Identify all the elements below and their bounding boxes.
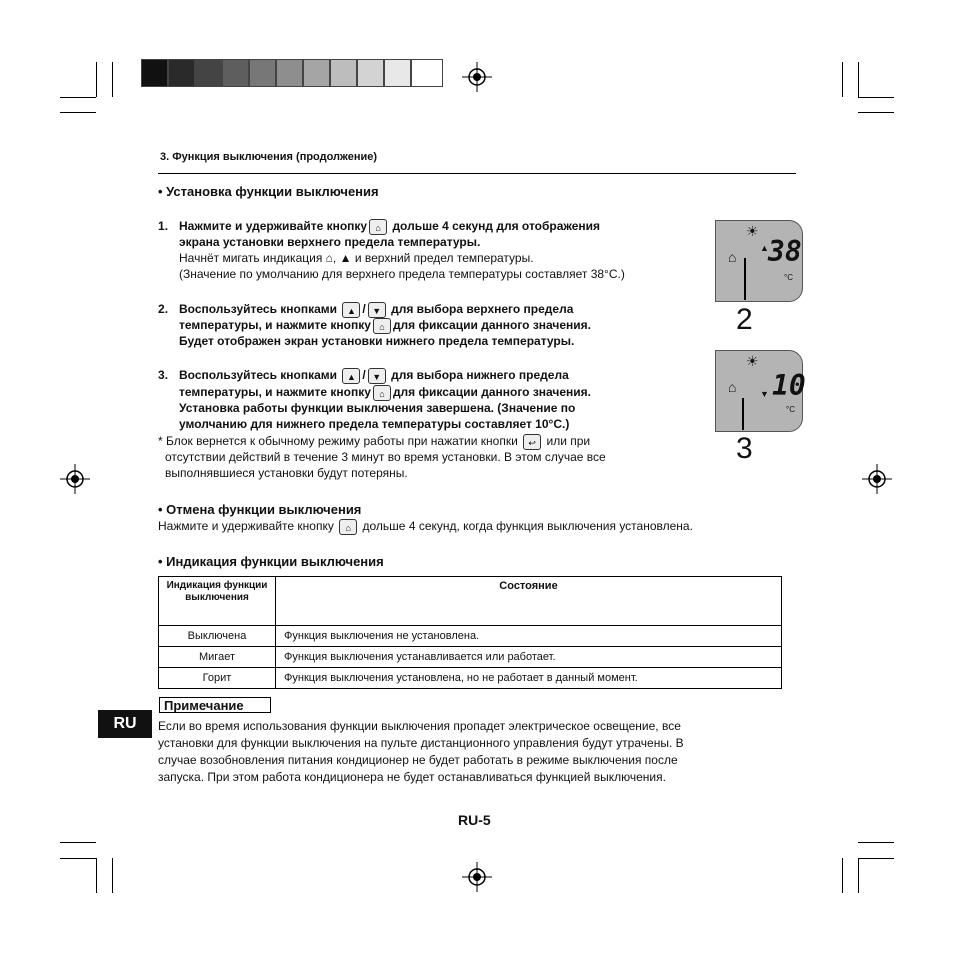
registration-mark-icon bbox=[862, 464, 892, 494]
up-button-icon: ▲ bbox=[342, 368, 360, 384]
column-header: Состояние bbox=[276, 577, 782, 626]
step-2-line1: Воспользуйтесь кнопками ▲ / ▼ для выбора верхнего предела bbox=[179, 302, 574, 316]
step-2-text: Воспользуйтесь кнопками bbox=[179, 302, 338, 316]
lcd-display-upper bbox=[715, 220, 803, 302]
cancel-text-part: дольше 4 секунд, когда функция выключения установлена. bbox=[362, 519, 693, 533]
house-button-icon: ⌂ bbox=[339, 519, 357, 535]
table-cell: Мигает bbox=[159, 647, 276, 668]
color-swatch bbox=[141, 59, 168, 87]
page-number: RU-5 bbox=[458, 812, 491, 828]
step-2-text: для фиксации данного значения. bbox=[392, 318, 592, 332]
header-rule bbox=[158, 173, 796, 174]
step-1-text: Нажмите и удерживайте кнопку bbox=[179, 219, 368, 233]
step-2-text: температуры, и нажмите кнопку bbox=[179, 318, 371, 332]
crop-mark bbox=[842, 858, 843, 893]
step-3-number: 3 bbox=[158, 368, 165, 382]
note-line: установки для функции выключения на пульте дистанционного управления будут утрачены. В bbox=[158, 736, 684, 750]
table-header-row bbox=[159, 577, 782, 626]
temperature-value: 38 bbox=[768, 235, 802, 268]
step-2-line3: Будет отображен экран установки нижнего предела температуры. bbox=[179, 334, 575, 348]
step-3-text: для фиксации данного значения. bbox=[392, 385, 592, 399]
up-button-icon: ▲ bbox=[342, 302, 360, 318]
house-icon: ⌂ bbox=[728, 249, 737, 265]
sun-icon: ☀ bbox=[746, 223, 759, 239]
step-3-line1: Воспользуйтесь кнопками ▲ / ▼ для выбора нижнего предела bbox=[179, 368, 569, 382]
step-number: 3. bbox=[158, 368, 169, 382]
crop-mark bbox=[96, 858, 97, 893]
crop-mark bbox=[858, 858, 894, 859]
crop-mark bbox=[858, 97, 894, 98]
color-swatch bbox=[411, 59, 443, 87]
up-limit-icon: ▲ bbox=[760, 243, 769, 253]
sun-icon: ☀ bbox=[746, 353, 759, 369]
footnote-line1 bbox=[158, 433, 590, 450]
step-1-number: 1 bbox=[158, 219, 165, 233]
step-2-line2 bbox=[179, 317, 591, 334]
step-1-text: и верхний предел температуры. bbox=[354, 251, 534, 265]
crop-mark bbox=[112, 62, 113, 97]
crop-mark bbox=[858, 858, 859, 893]
callout-line bbox=[742, 398, 744, 430]
table-cell: Функция выключения установлена, но не работает в данный момент. bbox=[276, 668, 782, 689]
callout-label: 3 bbox=[736, 432, 753, 465]
step-2-number: 2 bbox=[158, 302, 165, 316]
setup-heading: • Установка функции выключения bbox=[158, 184, 379, 199]
house-button-icon: ⌂ bbox=[373, 318, 391, 334]
color-swatch bbox=[249, 59, 276, 87]
up-limit-icon: ▲ bbox=[339, 251, 352, 265]
step-1-line1 bbox=[179, 218, 600, 235]
temperature-unit: °C bbox=[786, 405, 795, 414]
color-swatch bbox=[222, 59, 249, 87]
crop-mark bbox=[112, 858, 113, 893]
language-tab: RU bbox=[98, 710, 152, 738]
table-cell: Горит bbox=[159, 668, 276, 689]
cancel-text-part: Нажмите и удерживайте кнопку bbox=[158, 519, 334, 533]
table-cell: Функция выключения устанавливается или работает. bbox=[276, 647, 782, 668]
column-header: Индикация функции выключения bbox=[159, 577, 276, 626]
step-3-text: Воспользуйтесь кнопками bbox=[179, 368, 338, 382]
house-button-icon: ⌂ bbox=[369, 219, 387, 235]
down-limit-icon: ▼ bbox=[760, 389, 769, 399]
note-line: запуска. При этом работа кондиционера не будет останавливаться функцией выключения. bbox=[158, 770, 666, 784]
lcd-display-lower bbox=[715, 350, 806, 432]
table-cell: Функция выключения не установлена. bbox=[276, 626, 782, 647]
indication-heading: • Индикация функции выключения bbox=[158, 554, 384, 569]
footnote-line2: отсутствии действий в течение 3 минут во время установки. В этом случае все bbox=[165, 450, 606, 464]
note-line: Если во время использования функции выключения пропадет электрическое освещение, все bbox=[158, 719, 681, 733]
registration-mark-icon bbox=[462, 62, 492, 92]
temperature-unit: °C bbox=[784, 273, 793, 282]
color-swatch bbox=[330, 59, 357, 87]
footnote-line3: выполнявшиеся установки будут потеряны. bbox=[165, 466, 408, 480]
crop-mark bbox=[858, 842, 894, 843]
step-3-text: температуры, и нажмите кнопку bbox=[179, 385, 371, 399]
cancel-text bbox=[158, 518, 693, 535]
crop-mark bbox=[96, 62, 97, 97]
section-header: 3. Функция выключения (продолжение) bbox=[160, 151, 378, 163]
temperature-value: 10 bbox=[772, 369, 806, 402]
footnote-text: или при bbox=[546, 434, 591, 448]
table-row bbox=[159, 647, 782, 668]
step-number: 2. bbox=[158, 302, 169, 316]
step-3-text: для выбора нижнего предела bbox=[391, 368, 569, 382]
step-1-line3: Начнёт мигать индикация ⌂, ▲ и верхний предел температуры. bbox=[179, 251, 534, 265]
note-line: случае возобновления питания кондиционер не будет работать в режиме выключения после bbox=[158, 753, 678, 767]
house-icon: ⌂ bbox=[728, 379, 737, 395]
color-swatch bbox=[168, 59, 195, 87]
step-3-line4: умолчанию для нижнего предела температуры составляет 10°C.) bbox=[179, 417, 570, 431]
color-swatch bbox=[357, 59, 384, 87]
house-button-icon: ⌂ bbox=[373, 385, 391, 401]
step-3-line3: Установка работы функции выключения завершена. (Значение по bbox=[179, 401, 576, 415]
crop-mark bbox=[842, 62, 843, 97]
note-title: Примечание bbox=[159, 697, 271, 713]
table-row bbox=[159, 668, 782, 689]
color-swatch bbox=[195, 59, 222, 87]
step-1-line4: (Значение по умолчанию для верхнего предела температуры составляет 38°C.) bbox=[179, 267, 625, 281]
cancel-heading: • Отмена функции выключения bbox=[158, 502, 362, 517]
callout-label: 2 bbox=[736, 303, 753, 336]
step-1-line2: экрана установки верхнего предела температуры. bbox=[179, 235, 481, 249]
color-swatch bbox=[384, 59, 411, 87]
return-button-icon: ↩ bbox=[523, 434, 541, 450]
color-swatch bbox=[303, 59, 330, 87]
registration-mark-icon bbox=[462, 862, 492, 892]
house-icon: ⌂ bbox=[325, 251, 333, 265]
down-button-icon: ▼ bbox=[368, 302, 386, 318]
step-1-text: дольше 4 секунд для отображения bbox=[392, 219, 601, 233]
step-3-line2 bbox=[179, 384, 591, 401]
table-row bbox=[159, 626, 782, 647]
down-button-icon: ▼ bbox=[368, 368, 386, 384]
crop-mark bbox=[60, 858, 96, 859]
indication-table bbox=[158, 576, 782, 689]
crop-mark bbox=[60, 97, 96, 98]
step-1-text: Начнёт мигать индикация bbox=[179, 251, 323, 265]
step-number: 1. bbox=[158, 219, 169, 233]
crop-mark bbox=[60, 842, 96, 843]
registration-mark-icon bbox=[60, 464, 90, 494]
color-swatch bbox=[276, 59, 303, 87]
crop-mark bbox=[858, 112, 894, 113]
footnote-text: * Блок вернется к обычному режиму работы при нажатии кнопки bbox=[158, 434, 518, 448]
step-2-text: для выбора верхнего предела bbox=[391, 302, 574, 316]
table-cell: Выключена bbox=[159, 626, 276, 647]
crop-mark bbox=[858, 62, 859, 97]
crop-mark bbox=[60, 112, 96, 113]
callout-line bbox=[744, 258, 746, 300]
